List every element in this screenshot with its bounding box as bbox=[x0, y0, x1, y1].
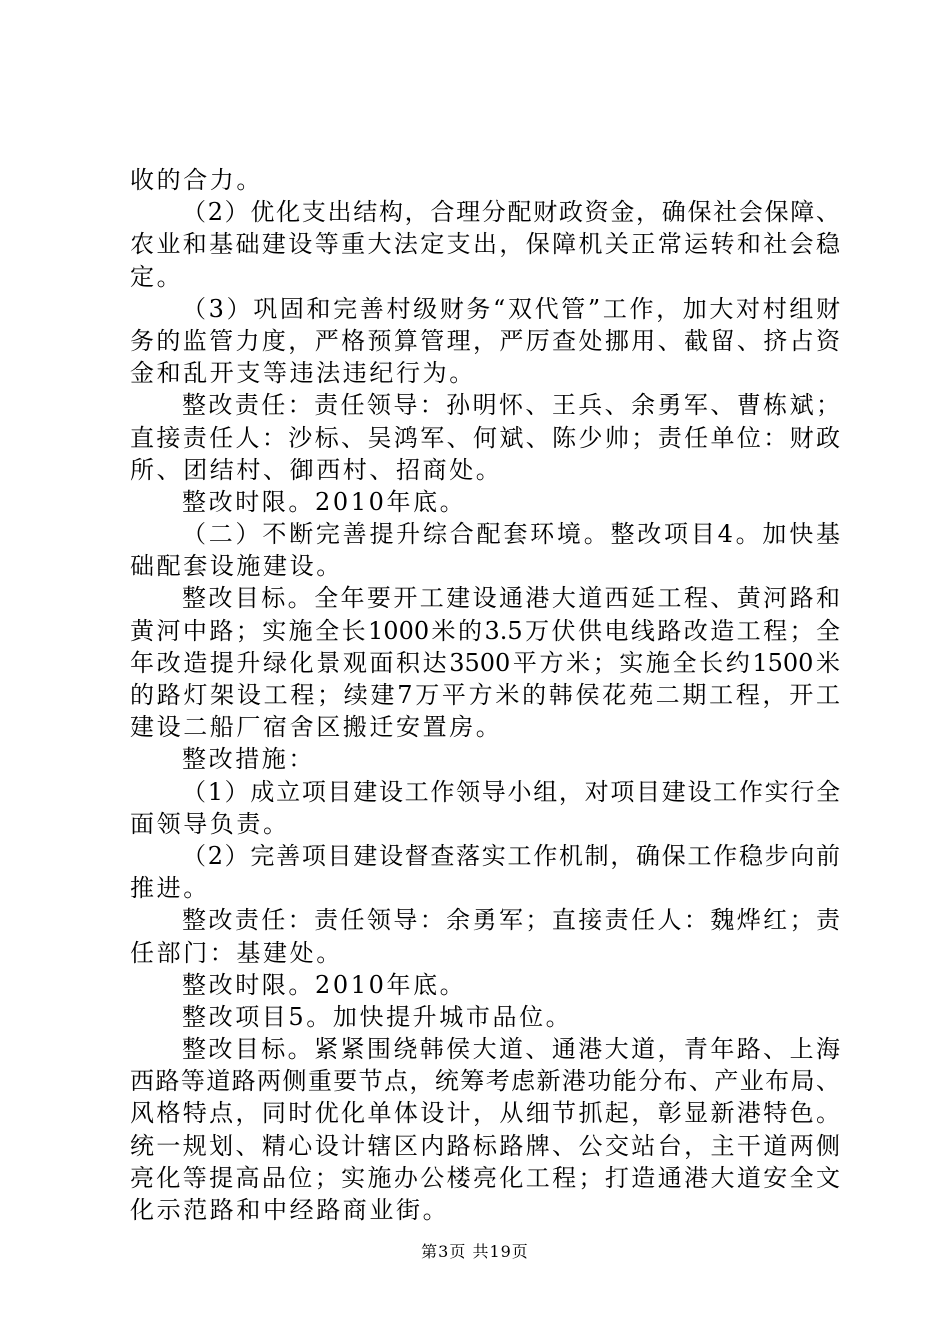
text-line: 整改时限。2010年底。 bbox=[182, 487, 467, 516]
text-line: 黄河中路；实施全长1000米的3.5万伏供电线路改造工程；全 bbox=[130, 616, 840, 645]
text-line: 务的监管力度，严格预算管理，严厉查处挪用、截留、挤占资 bbox=[130, 326, 840, 355]
text-line: 风格特点，同时优化单体设计，从细节抓起，彰显新港特色。 bbox=[130, 1099, 840, 1128]
text-line: 农业和基础建设等重大法定支出，保障机关正常运转和社会稳 bbox=[130, 230, 840, 259]
text-line: （2）完善项目建设督查落实工作机制，确保工作稳步向前 bbox=[182, 841, 840, 870]
text-line: 整改措施： bbox=[182, 745, 315, 774]
text-line: 础配套设施建设。 bbox=[130, 552, 343, 581]
text-line: 收的合力。 bbox=[130, 166, 263, 194]
text-line: 统一规划、精心设计辖区内路标路牌、公交站台，主干道两侧 bbox=[130, 1131, 840, 1160]
text-line: 面领导负责。 bbox=[130, 809, 290, 838]
text-line: 整改目标。全年要开工建设通港大道西延工程、黄河路和 bbox=[182, 584, 840, 613]
text-line: 的路灯架设工程；续建7万平方米的韩侯花苑二期工程，开工 bbox=[130, 681, 840, 709]
text-line: 直接责任人：沙标、吴鸿军、何斌、陈少帅；责任单位：财政 bbox=[130, 423, 840, 452]
text-line: 年改造提升绿化景观面积达3500平方米；实施全长约1500米 bbox=[130, 648, 840, 677]
text-line: （3）巩固和完善村级财务“双代管”工作，加大对村组财 bbox=[182, 294, 840, 323]
text-line: 亮化等提高品位；实施办公楼亮化工程；打造通港大道安全文 bbox=[130, 1163, 840, 1192]
text-line: 化示范路和中经路商业街。 bbox=[130, 1196, 450, 1224]
text-line: 西路等道路两侧重要节点，统筹考虑新港功能分布、产业布局、 bbox=[130, 1067, 840, 1096]
text-line: 推进。 bbox=[130, 874, 210, 903]
text-line: 整改项目5。加快提升城市品位。 bbox=[182, 1002, 573, 1031]
text-line: 金和乱开支等违法违纪行为。 bbox=[130, 359, 476, 388]
text-line: 所、团结村、御西村、招商处。 bbox=[130, 455, 503, 484]
text-line: 整改责任：责任领导：余勇军；直接责任人：魏烨红；责 bbox=[182, 906, 840, 935]
body-text bbox=[130, 164, 840, 1226]
page-footer: 第3页 共19页 bbox=[421, 1242, 529, 1261]
text-line: （1）成立项目建设工作领导小组，对项目建设工作实行全 bbox=[182, 777, 840, 806]
text-line: 建设二船厂宿舍区搬迁安置房。 bbox=[130, 713, 503, 742]
text-line: 整改责任：责任领导：孙明怀、王兵、余勇军、曹栋斌； bbox=[182, 391, 840, 420]
text-line: 定。 bbox=[130, 262, 184, 291]
text-line: （2）优化支出结构，合理分配财政资金，确保社会保障、 bbox=[182, 198, 840, 227]
text-line: （二）不断完善提升综合配套环境。整改项目4。加快基 bbox=[182, 520, 840, 549]
text-line: 整改目标。紧紧围绕韩侯大道、通港大道，青年路、上海 bbox=[182, 1035, 840, 1064]
text-line: 任部门：基建处。 bbox=[130, 938, 343, 967]
text-line: 整改时限。2010年底。 bbox=[182, 970, 467, 999]
